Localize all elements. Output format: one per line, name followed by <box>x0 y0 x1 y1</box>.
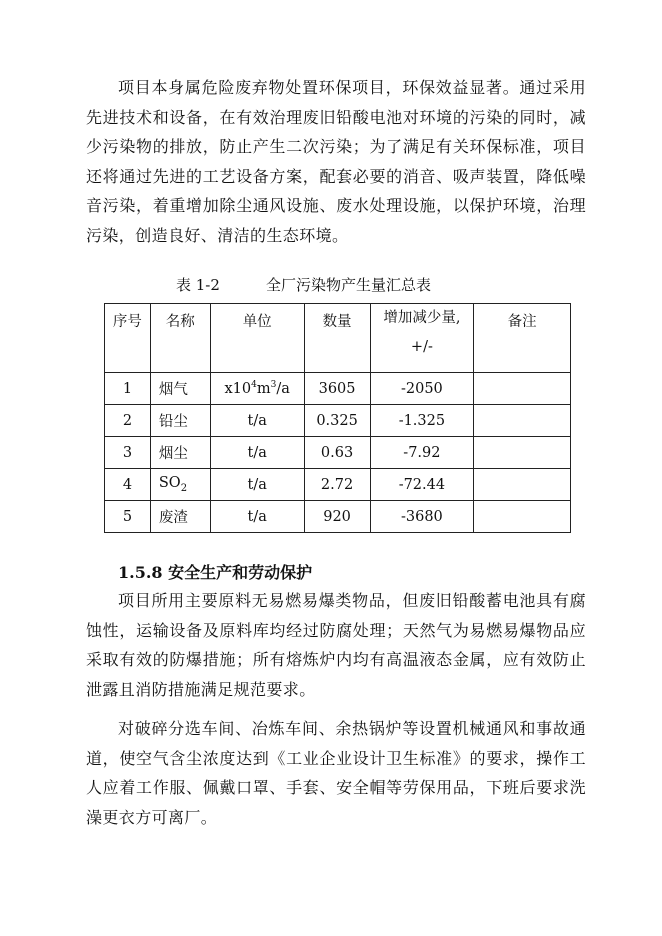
table-row <box>105 437 571 469</box>
cell-change: -72.44 <box>370 469 474 501</box>
cell-no: 4 <box>105 469 151 501</box>
table-row <box>105 405 571 437</box>
section-heading: 1.5.8 安全生产和劳动保护 <box>118 563 313 582</box>
cell-no: 3 <box>105 437 151 469</box>
pollution-table <box>104 303 571 533</box>
cell-quantity: 0.325 <box>304 405 370 437</box>
cell-unit: $x10^4m^3/a$ <box>210 373 304 405</box>
cell-quantity: 920 <box>304 501 370 533</box>
table-caption-number: 表 1-2 <box>176 276 220 294</box>
cell-change: -2050 <box>370 373 474 405</box>
cell-name: $SO_2$ <box>150 469 210 501</box>
cell-remark <box>474 437 571 469</box>
cell-quantity: 2.72 <box>304 469 370 501</box>
ventilation-paragraph: 对破碎分选车间、冶炼车间、余热锅炉等设置机械通风和事故通道，使空气含尘浓度达到《工业企业设计卫生标准》的要求，操作工人应着工作服、佩戴口罩、手套、安全帽等劳保用品，下班后要求洗澡更衣方可离厂。 <box>86 719 586 827</box>
cell-name: 铅尘 <box>150 405 210 437</box>
header-no: 序号 <box>105 304 151 373</box>
table-caption-title: 全厂污染物产生量汇总表 <box>266 276 432 294</box>
table-row <box>105 501 571 533</box>
cell-quantity: 0.63 <box>304 437 370 469</box>
cell-change: -1.325 <box>370 405 474 437</box>
cell-change: -3680 <box>370 501 474 533</box>
cell-no: 2 <box>105 405 151 437</box>
cell-unit: t/a <box>210 501 304 533</box>
intro-paragraph: 项目本身属危险废弃物处置环保项目，环保效益显著。通过采用先进技术和设备，在有效治理废旧铅酸电池对环境的污染的同时，减少污染物的排放，防止产生二次污染；为了满足有关环保标准，项目还将通过先进的工艺设备方案，配套必要的消音、吸声装置，降低噪音污染，着重增加除尘通风设施、废水处理设施，以保护环境，治理污染，创造良好、清洁的生态环境。 <box>86 78 586 245</box>
cell-no: 1 <box>105 373 151 405</box>
header-quantity: 数量 <box>304 304 370 373</box>
cell-no: 5 <box>105 501 151 533</box>
header-remark: 备注 <box>474 304 571 373</box>
cell-unit: t/a <box>210 405 304 437</box>
header-name: 名称 <box>150 304 210 373</box>
cell-quantity: 3605 <box>304 373 370 405</box>
cell-name: 烟气 <box>150 373 210 405</box>
cell-remark <box>474 405 571 437</box>
table-row <box>105 373 571 405</box>
cell-name: 废渣 <box>150 501 210 533</box>
header-change-line1: 增加减少量, <box>383 310 461 326</box>
header-change <box>370 304 474 373</box>
header-change-line2: +/- <box>410 339 433 355</box>
cell-unit: t/a <box>210 469 304 501</box>
safety-paragraph: 项目所用主要原料无易燃易爆类物品，但废旧铅酸蓄电池具有腐蚀性，运输设备及原料库均经过防腐处理；天然气为易燃易爆物品应采取有效的防爆措施；所有熔炼炉内均有高温液态金属，应有效防止泄露且消防措施满足规范要求。 <box>86 591 586 699</box>
table-header-row <box>105 304 571 373</box>
table-row <box>105 469 571 501</box>
cell-unit: t/a <box>210 437 304 469</box>
cell-name: 烟尘 <box>150 437 210 469</box>
cell-remark <box>474 501 571 533</box>
cell-remark <box>474 373 571 405</box>
cell-remark <box>474 469 571 501</box>
header-unit: 单位 <box>210 304 304 373</box>
cell-change: -7.92 <box>370 437 474 469</box>
table-caption <box>176 274 431 295</box>
